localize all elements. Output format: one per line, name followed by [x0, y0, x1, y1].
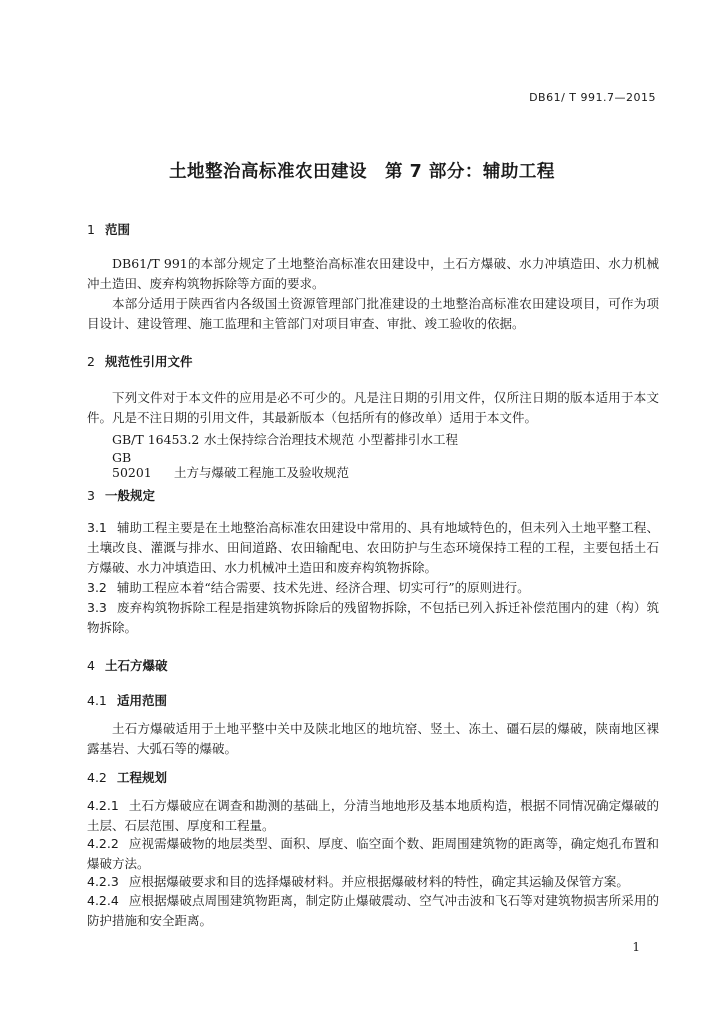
section-number: 3	[87, 488, 95, 503]
clause-text: 应根据爆破要求和目的选择爆破材料。并应根据爆破材料的特性，确定其运输及保管方案。	[128, 874, 629, 889]
subsection-4-1-paragraph: 土石方爆破适用于土地平整中关中及陕北地区的地坑窑、竖土、冻土、礓石层的爆破，陕南地区裸露基岩、大弧石等的爆破。	[87, 721, 659, 756]
clause-text: 土石方爆破应在调查和勘测的基础上，分清当地地形及基本地质构造，根据不同情况确定爆破的土层、石层范围、厚度和工程量。	[87, 798, 659, 833]
section-number: 1	[87, 222, 95, 237]
section-2-paragraph-1: 下列文件对于本文件的应用是必不可少的。凡是注日期的引用文件，仅所注日期的版本适用于本文件。凡是不注日期的引用文件，其最新版本（包括所有的修改单）适用于本文件。	[87, 390, 659, 425]
clause-number: 4.2.4	[87, 893, 119, 908]
subsection-4-1-heading	[87, 691, 167, 709]
clause-3-2	[87, 578, 659, 598]
clause-text: 应视需爆破物的地层类型、面积、厚度、临空面个数、距周围建筑物的距离等，确定炮孔布置和爆破方法。	[87, 836, 659, 871]
section-2-heading	[87, 352, 193, 370]
clause-number: 3.3	[87, 600, 107, 615]
section-title: 一般规定	[105, 488, 156, 503]
clause-4-2-2	[87, 834, 659, 874]
section-title: 范围	[105, 222, 131, 237]
reference-name: 水土保持综合治理技术规范 小型蓄排引水工程	[204, 432, 458, 447]
clause-text: 辅助工程应本着“结合需要、技术先进、经济合理、切实可行”的原则进行。	[116, 580, 530, 595]
reference-code: GB/T 16453.2	[112, 432, 200, 447]
clause-number: 3.2	[87, 580, 107, 595]
section-4-heading	[87, 656, 168, 674]
clause-3-1	[87, 518, 659, 578]
document-title: 土地整治高标准农田建设 第 7 部分：辅助工程	[169, 162, 555, 182]
section-1-heading	[87, 220, 130, 238]
subsection-number: 4.1	[87, 693, 107, 708]
clause-text: 辅助工程主要是在土地整治高标准农田建设中常用的、具有地域特色的，但未列入土地平整工程、土壤改良、灌溉与排水、田间道路、农田输配电、农田防护与生态环境保持工程的工程，主要包括土石方爆破、水力冲填造田、水力机械冲土造田和废弃构筑物拆除。	[87, 520, 659, 575]
reference-item	[112, 430, 458, 448]
clause-4-2-3	[87, 872, 659, 892]
section-1-paragraph-2: 本部分适用于陕西省内各级国土资源管理部门批准建设的土地整治高标准农田建设项目，可作为项目设计、建设管理、施工监理和主管部门对项目审查、审批、竣工验收的依据。	[87, 296, 659, 331]
clause-4-2-4	[87, 891, 659, 931]
clause-4-2-1	[87, 796, 659, 836]
clause-text: 应根据爆破点周围建筑物距离，制定防止爆破震动、空气冲击波和飞石等对建筑物损害所采用的防护措施和安全距离。	[87, 893, 659, 928]
section-number: 4	[87, 658, 95, 673]
subsection-4-2-heading	[87, 768, 167, 786]
page-number: 1	[632, 940, 640, 954]
reference-item	[112, 450, 349, 481]
document-code: DB61/ T 991.7—2015	[529, 91, 656, 104]
clause-number: 4.2.1	[87, 798, 119, 813]
section-1-paragraph-1: DB61/T 991的本部分规定了土地整治高标准农田建设中，土石方爆破、水力冲填造田、水力机械冲土造田、废弃构筑物拆除等方面的要求。	[87, 256, 659, 291]
section-number: 2	[87, 354, 95, 369]
subsection-title: 适用范围	[117, 693, 168, 708]
clause-3-3	[87, 598, 659, 638]
reference-code: GB 50201	[112, 450, 152, 480]
reference-name: 土方与爆破工程施工及验收规范	[174, 465, 350, 480]
section-title: 规范性引用文件	[105, 354, 193, 369]
section-title: 土石方爆破	[105, 658, 168, 673]
clause-number: 3.1	[87, 520, 107, 535]
clause-number: 4.2.3	[87, 874, 119, 889]
clause-number: 4.2.2	[87, 836, 119, 851]
subsection-title: 工程规划	[117, 770, 168, 785]
clause-text: 废弃构筑物拆除工程是指建筑物拆除后的残留物拆除，不包括已列入拆迁补偿范围内的建（构）筑物拆除。	[87, 600, 659, 635]
section-3-heading	[87, 486, 155, 504]
subsection-number: 4.2	[87, 770, 107, 785]
